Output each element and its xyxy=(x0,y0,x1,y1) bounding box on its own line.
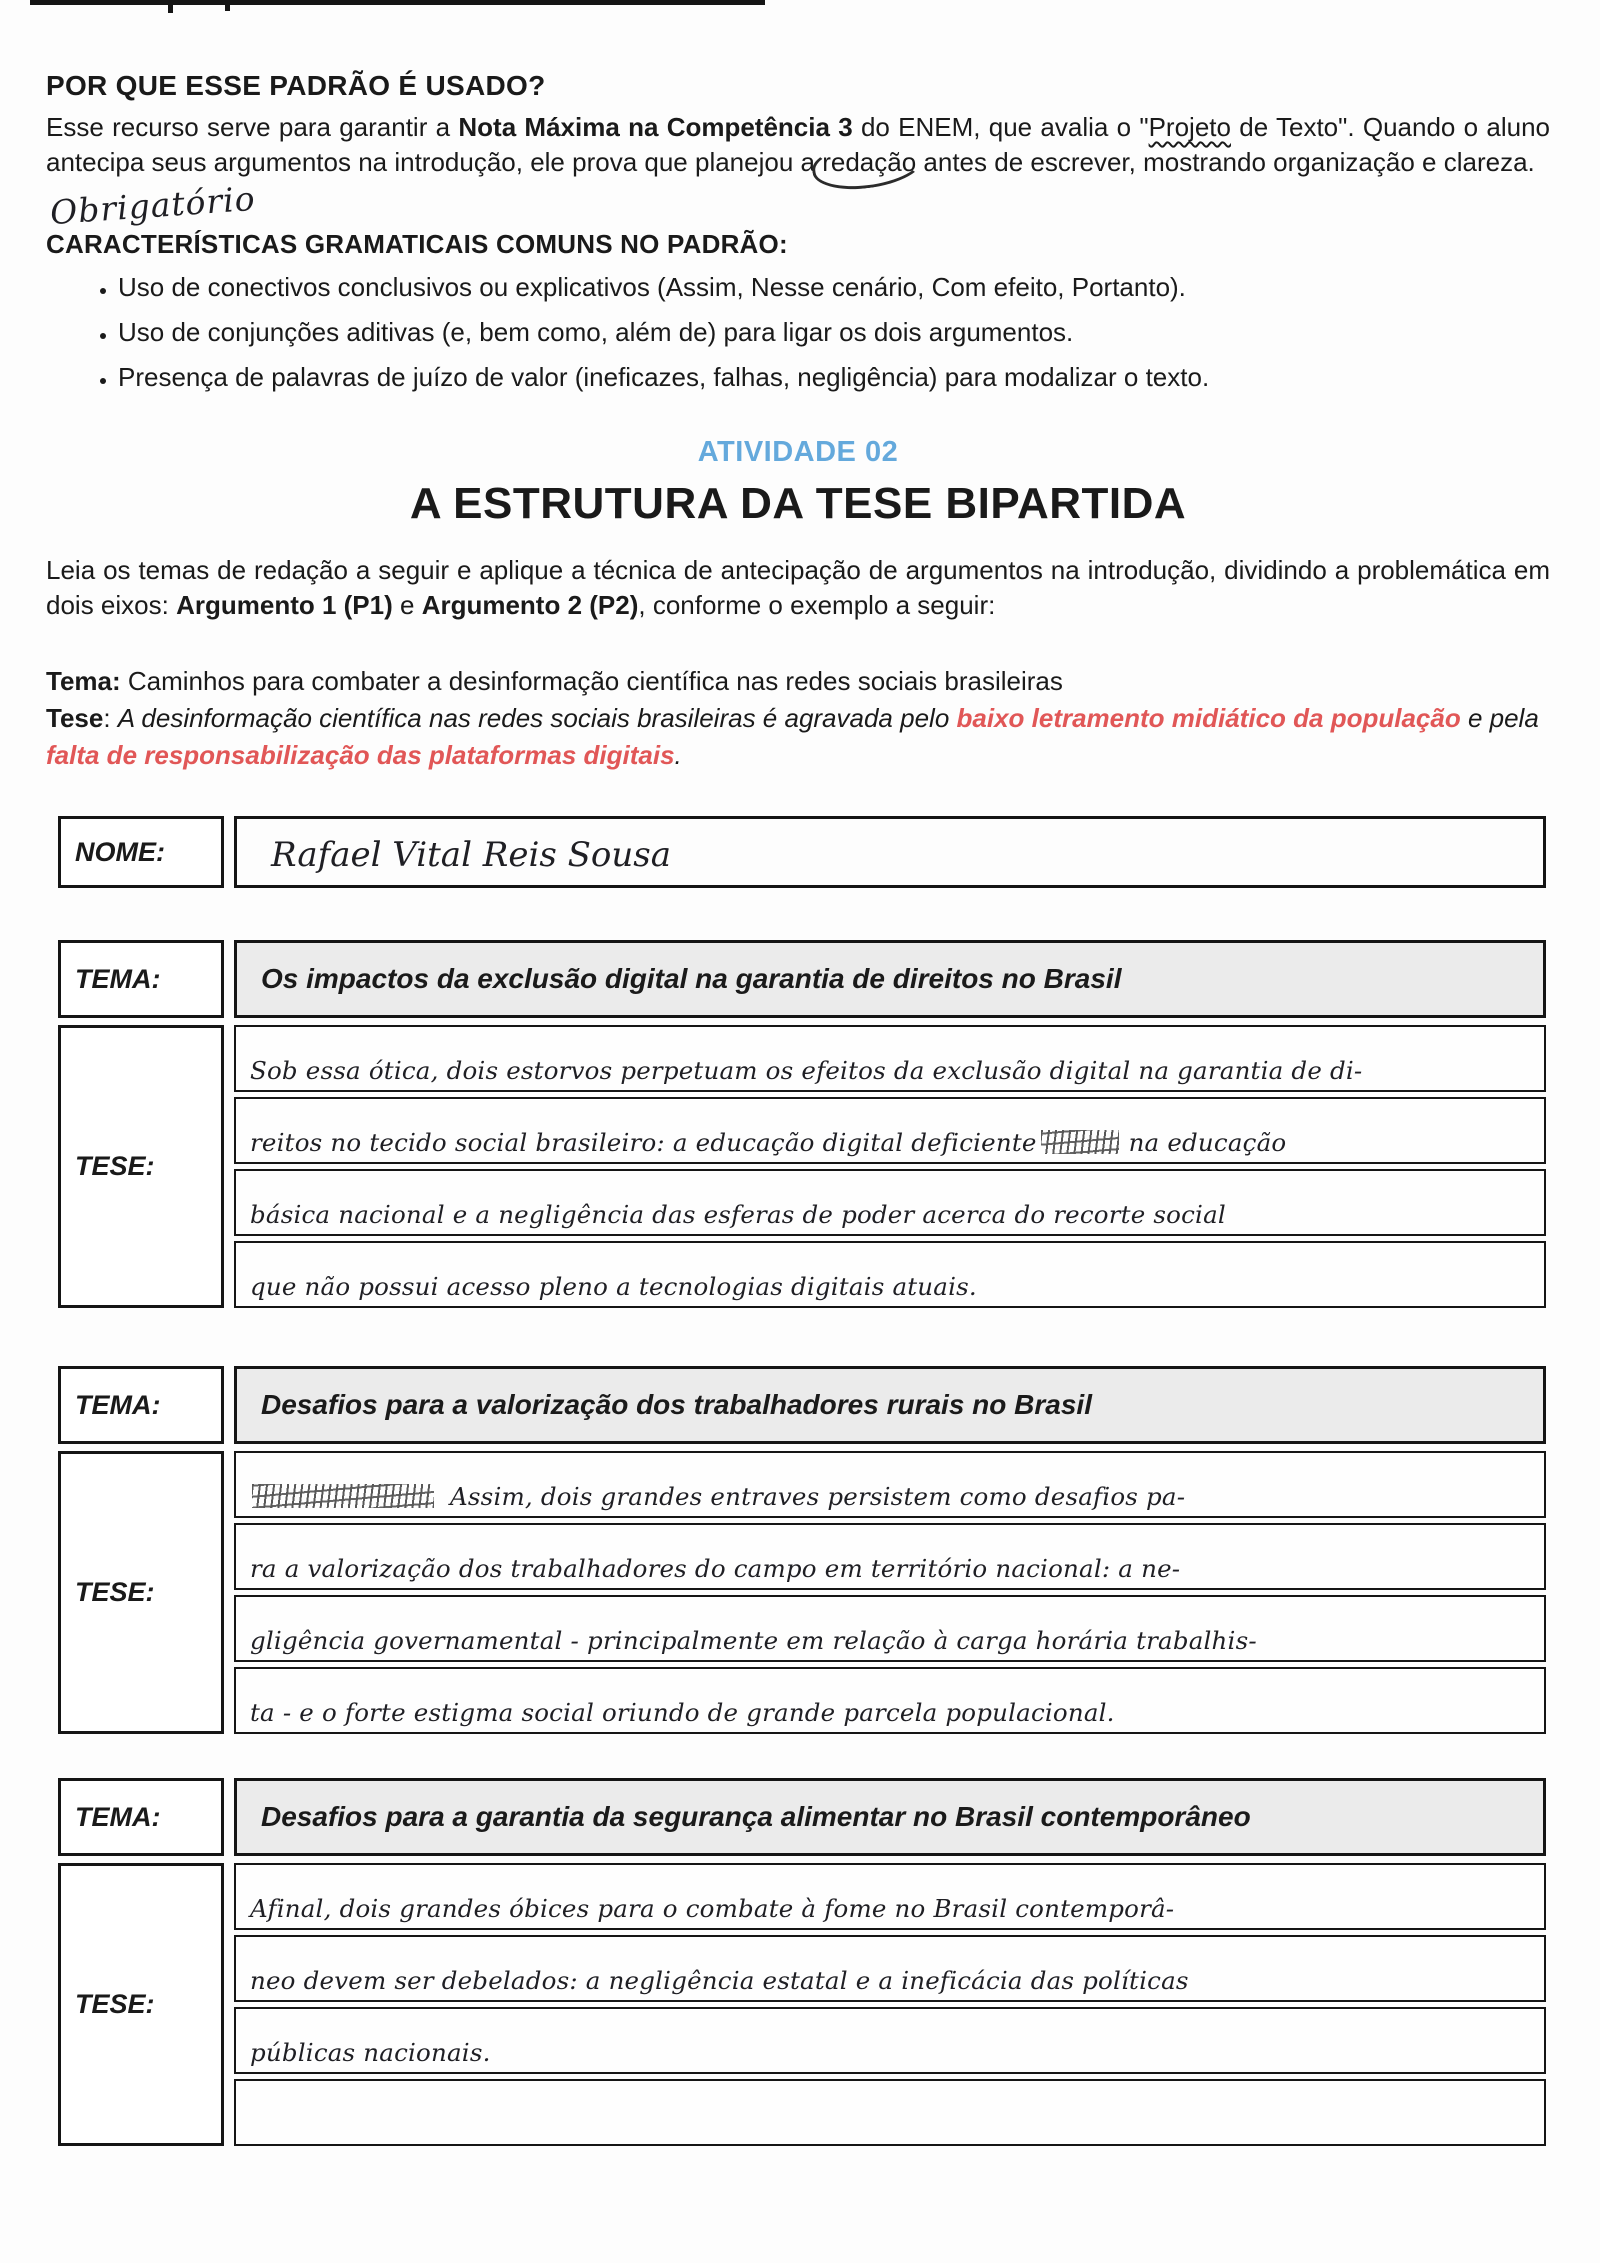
handwriting-text: Sob essa ótica, dois estorvos perpetuam os efeitos da exclusão digital na garantia de di- xyxy=(250,1056,1363,1085)
tema-label: TEMA: xyxy=(58,1366,224,1444)
characteristics-bullet-list xyxy=(84,270,1550,394)
handwritten-underline-projeto: Projeto xyxy=(1148,112,1231,142)
tema-text: Os impactos da exclusão digital na garantia de direitos no Brasil xyxy=(234,940,1546,1018)
handwriting-line xyxy=(234,1935,1546,2002)
handwriting-line xyxy=(234,1097,1546,1164)
bold-segment-argumento1: Argumento 1 (P1) xyxy=(176,590,393,620)
characteristics-heading: CARACTERÍSTICAS GRAMATICAIS COMUNS NO PADRÃO: xyxy=(46,229,788,259)
bullet-item: • Uso de conectivos conclusivos ou explicativos (Assim, Nesse cenário, Com efeito, Portanto). xyxy=(118,270,1550,304)
crossed-out-scribble xyxy=(1041,1130,1119,1154)
handwritten-circle-redacao: redação xyxy=(822,145,916,180)
name-handwriting: Rafael Vital Reis Sousa xyxy=(271,835,671,875)
tese-label: TESE: xyxy=(58,1025,224,1308)
scan-artifact-line xyxy=(30,0,765,5)
tese-block xyxy=(58,1451,1546,1734)
scan-artifact-tick xyxy=(225,0,230,11)
activity-title: A ESTRUTURA DA TESE BIPARTIDA xyxy=(409,479,1187,528)
paragraph-segment: Leia os temas de redação a seguir e aplique a técnica de antecipação de argumentos na introdução, dividindo a problemática em dois eixos: xyxy=(46,555,1550,620)
example-tema-label: Tema: xyxy=(46,666,121,696)
handwriting-line-empty xyxy=(234,2079,1546,2146)
tese-label: TESE: xyxy=(58,1863,224,2146)
example-tese-label: Tese xyxy=(46,703,104,733)
paragraph-segment: Esse recurso serve para garantir a xyxy=(46,112,459,142)
tese-answer-lines xyxy=(234,1863,1546,2146)
handwriting-text: públicas nacionais. xyxy=(250,2038,491,2067)
tema-tese-group-3 xyxy=(58,1778,1546,2146)
activity-label: ATIVIDADE 02 xyxy=(697,436,899,468)
why-pattern-heading: POR QUE ESSE PADRÃO É USADO? xyxy=(46,70,546,101)
tema-text: Desafios para a valorização dos trabalhadores rurais no Brasil xyxy=(234,1366,1546,1444)
name-value-field xyxy=(234,816,1546,888)
form-boxes xyxy=(58,816,1546,2146)
handwriting-text: gligência governamental - principalmente em relação à carga horária trabalhis- xyxy=(250,1626,1257,1655)
highlighted-argument-1: baixo letramento midiático da população xyxy=(956,703,1461,733)
highlighted-argument-2: falta de responsabilização das plataformas digitais xyxy=(46,740,675,770)
handwriting-line xyxy=(234,2007,1546,2074)
handwriting-line xyxy=(234,1595,1546,1662)
paragraph-segment: antes de escrever, mostrando organização e clareza. xyxy=(916,147,1535,177)
handwriting-line xyxy=(234,1169,1546,1236)
tema-tese-group-1 xyxy=(58,940,1546,1308)
handwriting-line xyxy=(234,1863,1546,1930)
intro-paragraph xyxy=(46,553,1550,623)
bold-segment-argumento2: Argumento 2 (P2) xyxy=(421,590,639,620)
tema-text: Desafios para a garantia da segurança alimentar no Brasil contemporâneo xyxy=(234,1778,1546,1856)
tese-block xyxy=(58,1863,1546,2146)
paragraph-segment: : xyxy=(103,703,118,733)
handwriting-line xyxy=(234,1241,1546,1308)
tema-label: TEMA: xyxy=(58,940,224,1018)
tema-tese-group-2 xyxy=(58,1366,1546,1734)
example-tese-text: A desinformação científica nas redes sociais brasileiras é agravada pelo xyxy=(117,703,957,733)
handwriting-line xyxy=(234,1025,1546,1092)
tema-row xyxy=(58,1778,1546,1856)
paragraph-segment: de Texto". Quando o aluno antecipa seus argumentos na introdução, ele prova que planejou a xyxy=(46,112,1550,177)
handwriting-text: básica nacional e a negligência das esferas de poder acerca do recorte social xyxy=(250,1200,1226,1229)
handwriting-text: reitos no tecido social brasileiro: a educação digital deficiente xyxy=(250,1128,1037,1157)
example-tema-text: Caminhos para combater a desinformação científica nas redes sociais brasileiras xyxy=(120,666,1063,696)
bullet-item: • Presença de palavras de juízo de valor (ineficazes, falhas, negligência) para modalizar o texto. xyxy=(118,360,1550,394)
scan-artifact-tick xyxy=(168,0,173,13)
handwriting-text: na educação xyxy=(1128,1128,1287,1157)
name-box xyxy=(58,816,1546,888)
bullet-item: • Uso de conjunções aditivas (e, bem como, além de) para ligar os dois argumentos. xyxy=(118,315,1550,349)
handwriting-line xyxy=(234,1523,1546,1590)
handwriting-text: Afinal, dois grandes óbices para o combate à fome no Brasil contemporâ- xyxy=(250,1894,1175,1923)
handwriting-text: ra a valorização dos trabalhadores do campo em território nacional: a ne- xyxy=(250,1554,1181,1583)
tese-answer-lines xyxy=(234,1025,1546,1308)
tese-label: TESE: xyxy=(58,1451,224,1734)
handwritten-annotation xyxy=(46,178,1550,233)
tema-row xyxy=(58,1366,1546,1444)
handwriting-line xyxy=(234,1451,1546,1518)
tema-row xyxy=(58,940,1546,1018)
handwriting-text: neo devem ser debelados: a negligência estatal e a ineficácia das políticas xyxy=(250,1966,1189,1995)
handwriting-line xyxy=(234,1667,1546,1734)
handwriting-text: que não possui acesso pleno a tecnologias digitais atuais. xyxy=(250,1272,977,1301)
handwriting-text: Assim, dois grandes entraves persistem como desafios pa- xyxy=(450,1482,1186,1511)
name-label: NOME: xyxy=(58,816,224,888)
example-tese-text: . xyxy=(674,740,682,770)
example-block xyxy=(46,663,1550,774)
tema-label: TEMA: xyxy=(58,1778,224,1856)
example-tese-text: e pela xyxy=(1460,703,1539,733)
bold-segment-competencia: Nota Máxima na Competência 3 xyxy=(458,112,853,142)
paragraph-segment: do ENEM, que avalia o " xyxy=(852,112,1149,142)
paragraph-segment: , conforme o exemplo a seguir: xyxy=(638,590,996,620)
example-tese-line xyxy=(46,700,1550,774)
tese-answer-lines xyxy=(234,1451,1546,1734)
obrigatorio-handwriting: Obrigatório xyxy=(48,178,257,233)
why-pattern-paragraph xyxy=(46,110,1550,180)
tese-block xyxy=(58,1025,1546,1308)
paragraph-segment: e xyxy=(392,590,422,620)
handwriting-text: ta - e o forte estigma social oriundo de grande parcela populacional. xyxy=(250,1698,1115,1727)
example-tema-line xyxy=(46,663,1550,700)
crossed-out-scribble xyxy=(252,1484,434,1508)
